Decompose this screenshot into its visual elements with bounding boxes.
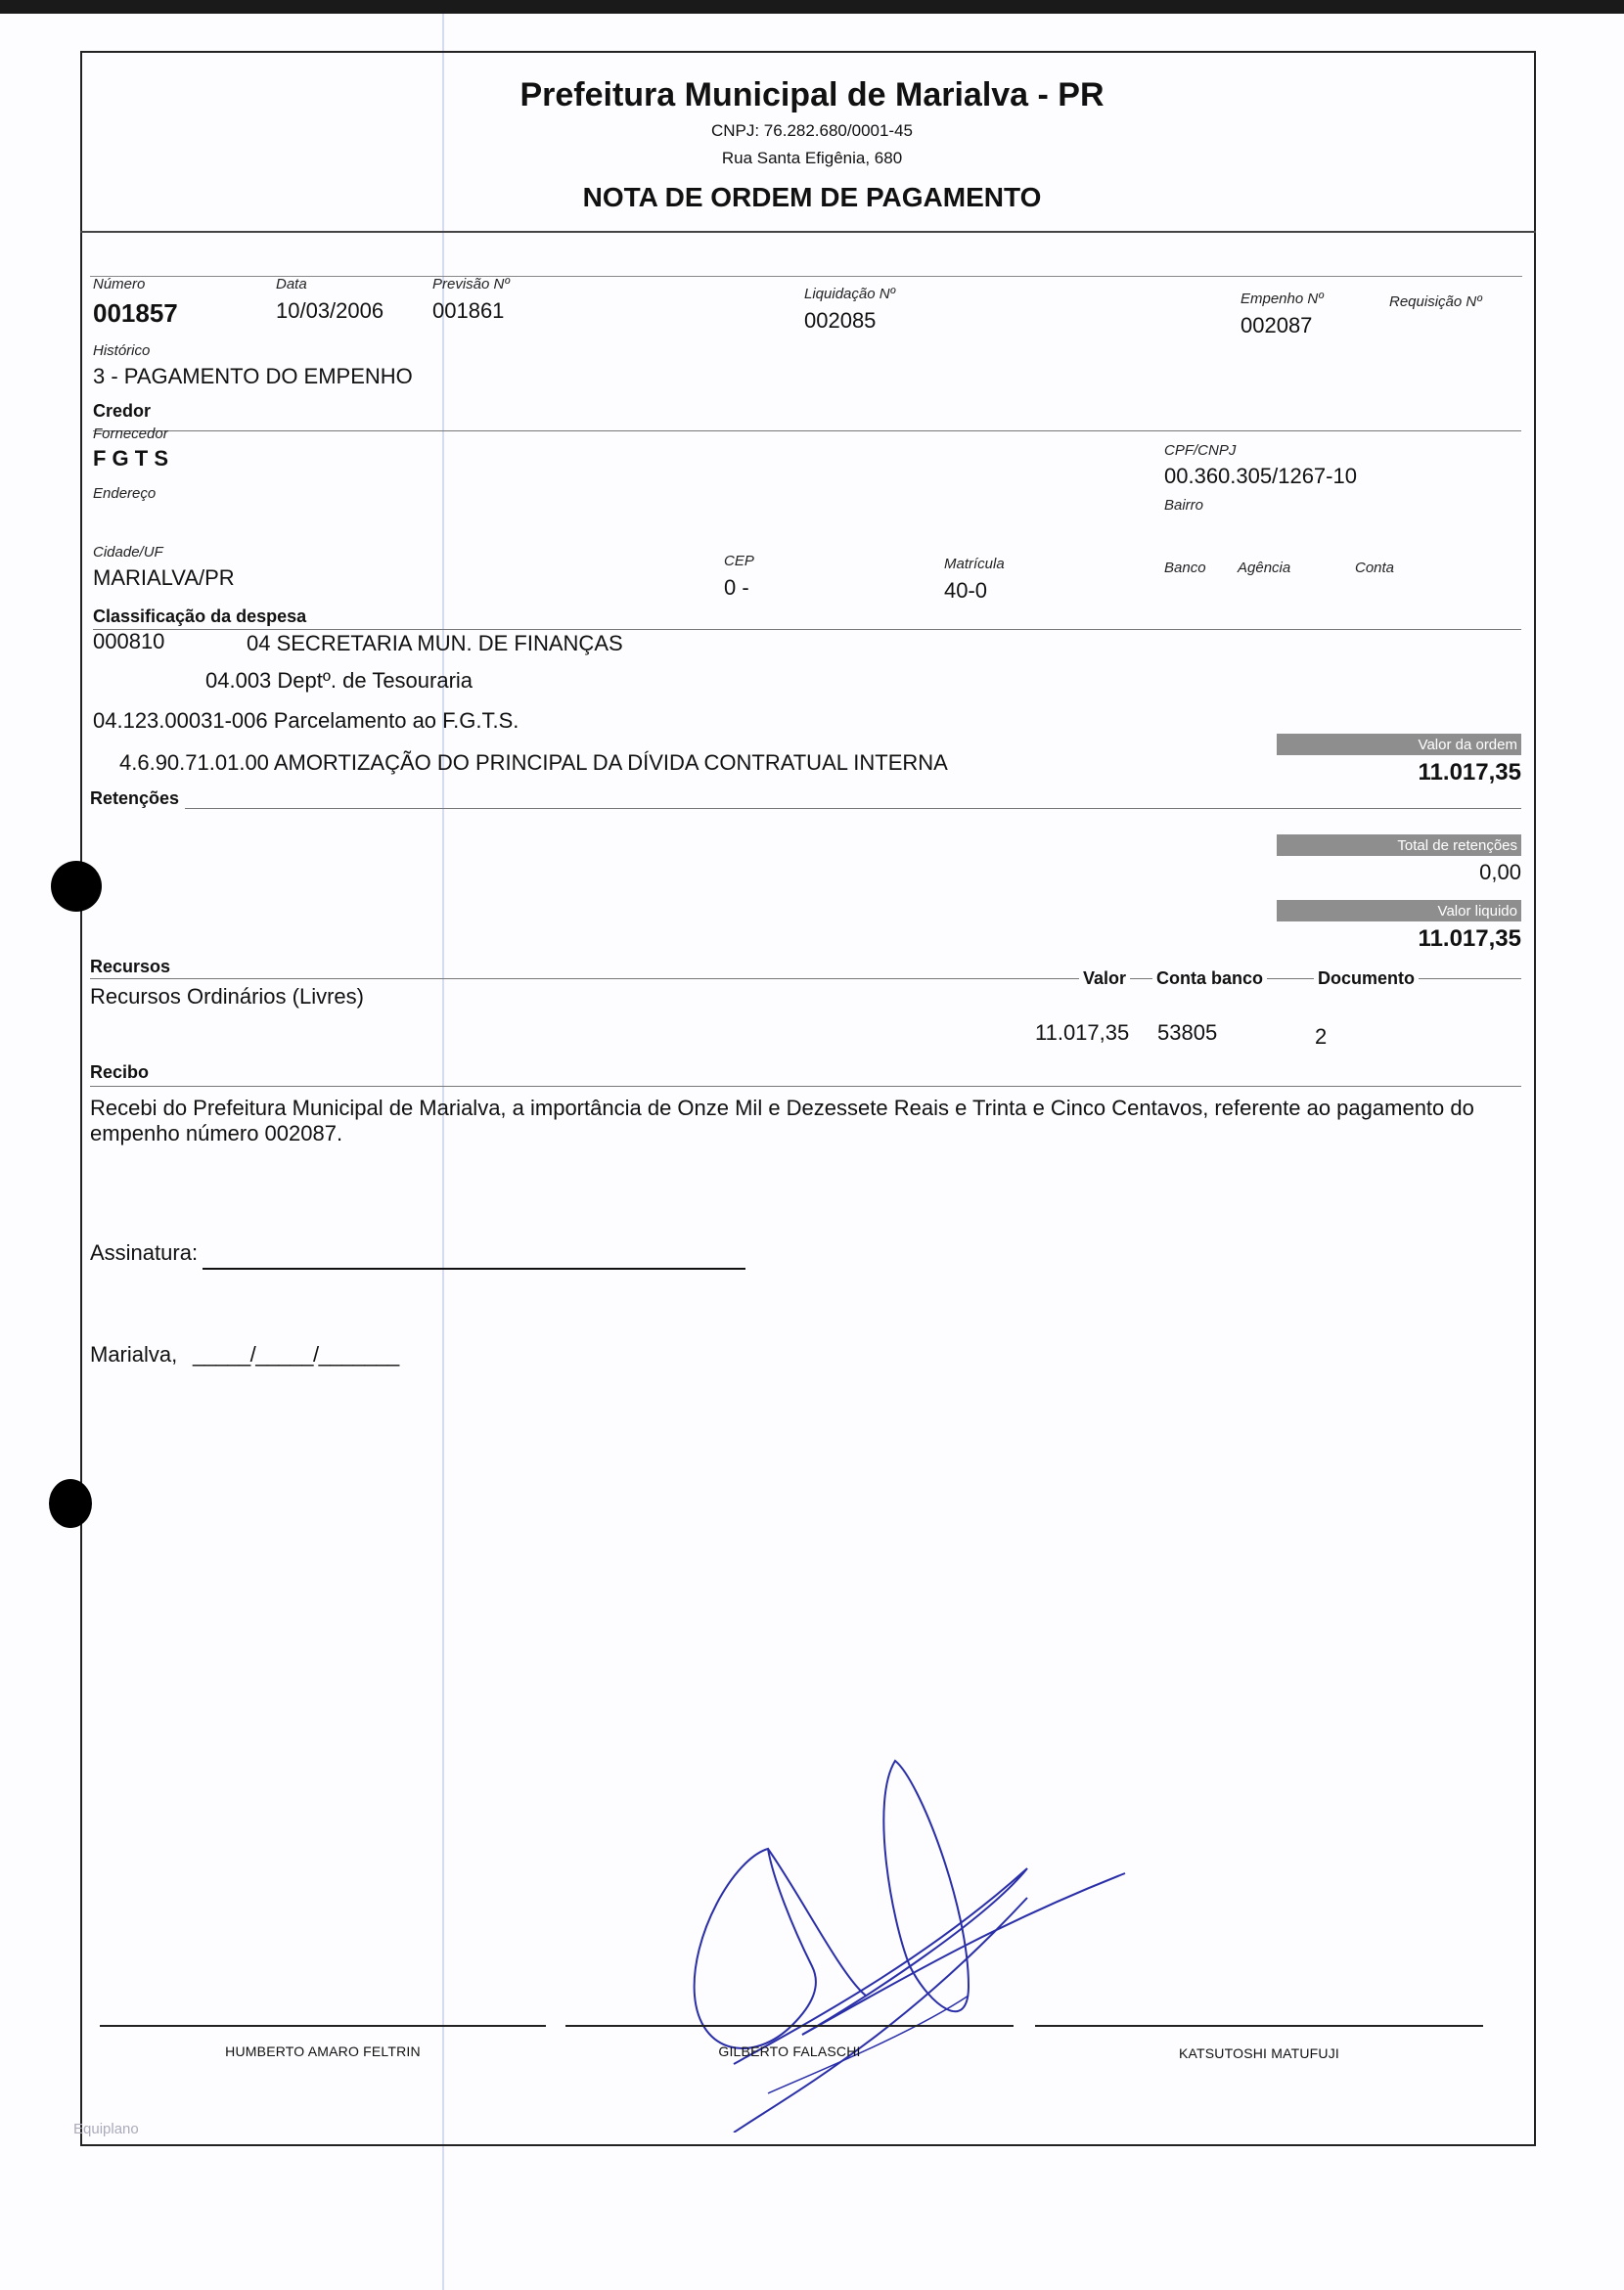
- punch-hole-bottom: [49, 1479, 92, 1528]
- cidade-label: Cidade/UF: [93, 544, 163, 561]
- software-watermark: Equiplano: [73, 2121, 139, 2137]
- agencia-label: Agência: [1238, 560, 1291, 576]
- recursos-conta-header: Conta banco: [1152, 968, 1267, 989]
- valor-ordem-value: 11.017,35: [1418, 759, 1521, 786]
- cpf-value: 00.360.305/1267-10: [1164, 464, 1357, 488]
- classificacao-programa: 04.123.00031-006 Parcelamento ao F.G.T.S.: [93, 708, 519, 733]
- previsao-value: 001861: [432, 298, 505, 323]
- assinatura-line: [203, 1268, 745, 1270]
- date-blank: _____/_____/_______: [193, 1342, 399, 1367]
- total-retencoes-label: Total de retenções: [1277, 834, 1521, 856]
- bairro-label: Bairro: [1164, 497, 1204, 514]
- signature-line-3: [1035, 2025, 1483, 2027]
- document-title: NOTA DE ORDEM DE PAGAMENTO: [582, 182, 1042, 212]
- data-label: Data: [276, 276, 307, 292]
- cep-value: 0 -: [724, 575, 749, 600]
- recibo-text-line1: Recebi do Prefeitura Municipal de Marialva, a importância de Onze Mil e Dezessete Reais e Trinta e Cinco Centavos, referente ao pagamento do: [90, 1096, 1474, 1120]
- matricula-label: Matrícula: [944, 556, 1005, 572]
- recursos-section-title: Recursos: [90, 957, 176, 977]
- classificacao-section-title: Classificação da despesa: [93, 606, 312, 627]
- local-text: Marialva,: [90, 1342, 178, 1367]
- numero-label: Número: [93, 276, 146, 292]
- endereco-label: Endereço: [93, 485, 157, 502]
- signatory-3-name: KATSUTOSHI MATUFUJI: [1178, 2045, 1340, 2061]
- scan-border: [0, 0, 1624, 14]
- page-title: Prefeitura Municipal de Marialva - PR: [519, 76, 1105, 113]
- matricula-value: 40-0: [944, 578, 988, 603]
- recibo-text-line2: empenho número 002087.: [90, 1121, 343, 1145]
- numero-value: 001857: [93, 298, 178, 328]
- recursos-documento-header: Documento: [1314, 968, 1419, 989]
- total-retencoes-value: 0,00: [1479, 860, 1521, 884]
- valor-ordem-label: Valor da ordem: [1277, 734, 1521, 755]
- signatory-2-name: GILBERTO FALASCHI: [718, 2043, 861, 2059]
- fornecedor-label: Fornecedor: [93, 426, 168, 442]
- retencoes-divider: [90, 808, 1521, 809]
- banco-label: Banco: [1164, 560, 1206, 576]
- signature-line-2: [565, 2025, 1014, 2027]
- cnpj-text: CNPJ: 76.282.680/0001-45: [710, 121, 914, 140]
- previsao-label: Previsão Nº: [432, 276, 510, 292]
- conta-label: Conta: [1355, 560, 1395, 576]
- recursos-valor: 11.017,35: [1035, 1020, 1130, 1045]
- punch-hole-top: [51, 861, 102, 912]
- data-value: 10/03/2006: [276, 298, 384, 323]
- cpf-label: CPF/CNPJ: [1164, 442, 1237, 459]
- recibo-section-title: Recibo: [90, 1062, 155, 1083]
- address-text: Rua Santa Efigênia, 680: [721, 149, 903, 167]
- historico-value: 3 - PAGAMENTO DO EMPENHO: [93, 364, 413, 388]
- credor-divider: [93, 430, 1521, 431]
- classificacao-elemento: 4.6.90.71.01.00 AMORTIZAÇÃO DO PRINCIPAL DA DÍVIDA CONTRATUAL INTERNA: [119, 750, 948, 775]
- fornecedor-value: F G T S: [93, 446, 168, 471]
- historico-label: Histórico: [93, 342, 151, 359]
- classificacao-code: 000810: [93, 629, 165, 653]
- classificacao-unidade: 04.003 Deptº. de Tesouraria: [205, 668, 474, 693]
- recursos-documento: 2: [1315, 1024, 1328, 1049]
- liquidacao-label: Liquidação Nº: [804, 286, 896, 302]
- classificacao-divider: [93, 629, 1521, 630]
- recursos-divider: [90, 978, 1521, 979]
- assinatura-label: Assinatura:: [90, 1240, 199, 1265]
- recibo-divider: [90, 1086, 1521, 1087]
- cep-label: CEP: [724, 553, 754, 569]
- recursos-conta: 53805: [1157, 1020, 1218, 1045]
- empenho-label: Empenho Nº: [1241, 291, 1324, 307]
- handwritten-signature: [675, 1741, 1145, 2133]
- recursos-valor-header: Valor: [1079, 968, 1130, 989]
- empenho-value: 002087: [1241, 313, 1313, 337]
- valor-liquido-label: Valor liquido: [1277, 900, 1521, 921]
- requisicao-label: Requisição Nº: [1389, 293, 1482, 310]
- liquidacao-value: 002085: [804, 308, 877, 333]
- header-divider: [80, 231, 1536, 233]
- signatory-1-name: HUMBERTO AMARO FELTRIN: [225, 2043, 421, 2059]
- retencoes-section-title: Retenções: [90, 788, 185, 809]
- recursos-nome: Recursos Ordinários (Livres): [90, 984, 364, 1009]
- valor-liquido-value: 11.017,35: [1418, 925, 1521, 952]
- classificacao-orgao: 04 SECRETARIA MUN. DE FINANÇAS: [247, 631, 623, 655]
- signature-line-1: [100, 2025, 546, 2027]
- cidade-value: MARIALVA/PR: [93, 565, 235, 590]
- credor-section-title: Credor: [93, 401, 157, 422]
